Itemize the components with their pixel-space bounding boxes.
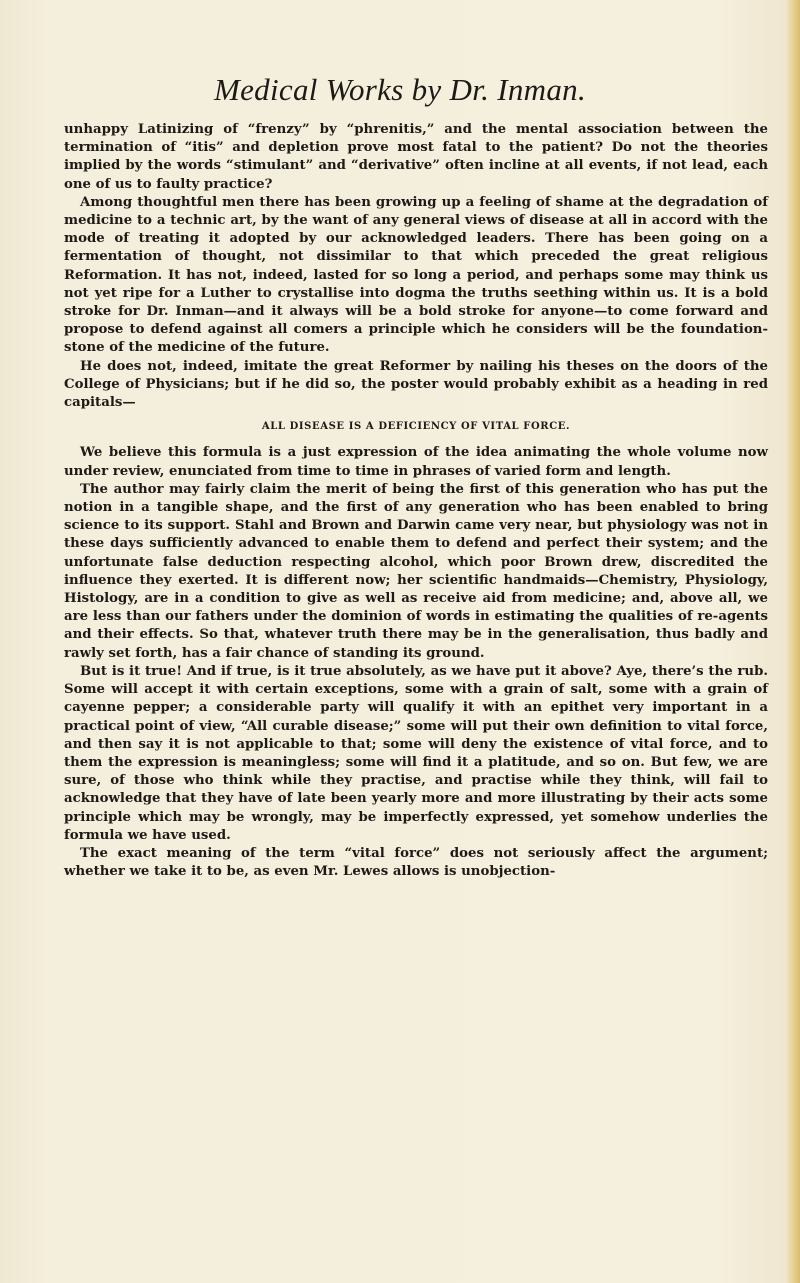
heading-capitals: ALL DISEASE IS A DEFICIENCY OF VITAL FORCE.: [261, 421, 571, 433]
paragraph-7: The exact meaning of the term “vital force” does not seriously affect the argument; whether we take it to be, as even Mr. Lewes allows is unobjection-: [64, 845, 768, 880]
running-header: Medical Works by Dr. Inman.: [213, 72, 587, 107]
body-text: [64, 121, 768, 881]
page-edge: [786, 0, 800, 1283]
paragraph-1: unhappy Latinizing of “frenzy” by “phrenitis,” and the mental association between the termination of “itis” and depletion prove most fatal to the patient? Do not the theories implied by the words “stimulant” and “derivative” often incline at all events, if not lead, each one of us to faulty practice?: [64, 122, 768, 192]
paragraph-5: The author may fairly claim the merit of being the first of this generation who has put the notion in a tangible shape, and the first of any generation who has been enabled to bring science to its support. Stahl and Brown and Darwin came very near, but physiology was not in these days sufficiently advanced to enable them to defend and perfect their system; and the unfortunate false deduction respecting alcohol, which poor Brown drew, discredited the influence they exerted. It is different now; her scientific handmaids—Chemistry, Physiology, Histology, are in a condition to give as well as receive aid from medicine; and, above all, we are less than our fathers under the dominion of words in estimating the qualities of re-agents and their effects. So that, whatever truth there may be in the generalisation, thus badly and rawly set forth, has a fair chance of standing its ground.: [64, 481, 768, 661]
paragraph-2: Among thoughtful men there has been growing up a feeling of shame at the degradation of medicine to a technic art, by the want of any general views of disease at all in accord with the mode of treating it adopted by our acknowledged leaders. There has been going on a fermentation of thought, not dissimilar to that which preceded the great religious Reformation. It has not, indeed, lasted for so long a period, and perhaps some may think us not yet ripe for a Luther to crystallise into dogma the truths seething within us. It is a bold stroke for Dr. Inman—and it always will be a bold stroke for anyone—to come forward and propose to defend against all comers a principle which he considers will be the foundation-stone of the medicine of the future.: [64, 194, 768, 356]
paragraph-3: He does not, indeed, imitate the great Reformer by nailing his theses on the doors of the College of Physicians; but if he did so, the poster would probably exhibit as a heading in red capitals—: [64, 358, 768, 411]
paragraph-4: We believe this formula is a just expression of the idea animating the whole volume now under review, enunciated from time to time in phrases of varied form and length.: [64, 445, 768, 479]
paragraph-6: But is it true! And if true, is it true absolutely, as we have put it above? Aye, there’s the rub. Some will accept it with certain exceptions, some with a grain of salt, some with a grain of cayenne pepper; a considerable party will qualify it with an epithet very important in a practical point of view, “All curable disease;” some will put their own definition to vital force, and then say it is not applicable to that; some will deny the existence of vital force, and to them the expression is meaningless; some will find it a platitude, and so on. But few, we are sure, of those who think while they practise, and practise while they think, will fail to acknowledge that they have of late been yearly more and more illustrating by their acts some principle which may be wrongly, may be imperfectly expressed, yet somehow underlies the formula we have used.: [64, 663, 768, 843]
